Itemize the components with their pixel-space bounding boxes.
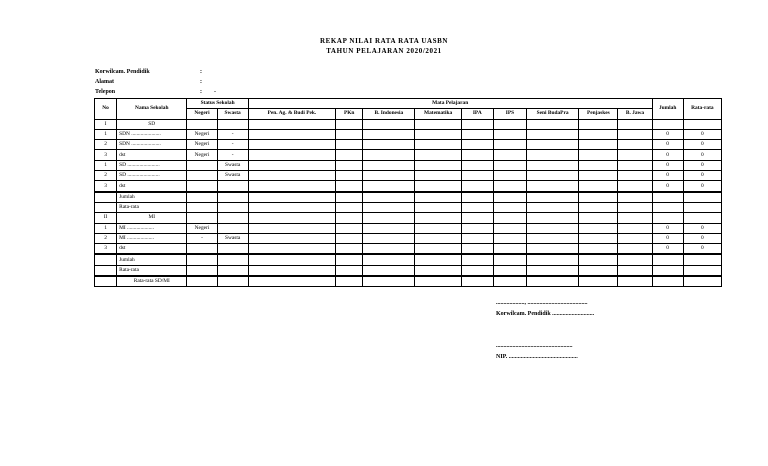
cell-nama: MI ....................: [117, 223, 187, 233]
header-subject: IPS: [493, 109, 526, 119]
cell-subject: [493, 171, 526, 181]
cell-subject: [579, 223, 618, 233]
cell-jumlah: 0: [652, 160, 683, 170]
cell-subject: [579, 129, 618, 139]
meta-label: Korwilcam. Pendidik: [95, 69, 150, 75]
cell-subject: [493, 244, 526, 255]
cell-rata-rata: [683, 202, 721, 212]
cell-subject: [579, 265, 618, 276]
cell-subject: [363, 171, 415, 181]
cell-swasta: [217, 265, 248, 276]
cell-negeri: Negeri: [187, 150, 217, 160]
cell-subject: [336, 265, 363, 276]
cell-negeri: [187, 265, 217, 276]
cell-subject: [363, 233, 415, 243]
cell-rata-rata: [683, 213, 721, 223]
cell-subject: [248, 265, 335, 276]
cell-rata-rata: [683, 119, 721, 129]
cell-negeri: [187, 171, 217, 181]
cell-negeri: [187, 254, 217, 265]
meta-sep: :: [200, 89, 202, 95]
header-swasta: Swasta: [217, 109, 248, 119]
cell-subject: [363, 254, 415, 265]
cell-subject: [363, 202, 415, 212]
cell-swasta: [217, 254, 248, 265]
signature-title: Korwilcam. Pendidik ............................: [496, 311, 595, 317]
meta-sep: :: [200, 79, 202, 85]
header-subject: B. Jawa: [618, 109, 652, 119]
document-title: REKAP NILAI RATA RATA UASBN: [319, 37, 449, 45]
cell-subject: [527, 276, 579, 287]
table-row: [95, 244, 722, 255]
cell-subject: [415, 276, 461, 287]
cell-subject: [461, 233, 493, 243]
cell-no: 3: [95, 244, 117, 255]
cell-jumlah: [652, 192, 683, 203]
cell-rata-rata: [683, 192, 721, 203]
cell-subject: [493, 181, 526, 192]
cell-rata-rata: 0: [683, 150, 721, 160]
cell-subject: [415, 202, 461, 212]
cell-jumlah: 0: [652, 171, 683, 181]
cell-subject: [336, 276, 363, 287]
cell-subject: [363, 265, 415, 276]
cell-subject: [527, 181, 579, 192]
cell-subject: [415, 129, 461, 139]
cell-jumlah: [652, 254, 683, 265]
cell-negeri: [187, 202, 217, 212]
cell-no: 2: [95, 171, 117, 181]
table-row: [95, 265, 722, 276]
cell-rata-rata: 0: [683, 223, 721, 233]
cell-subject: [248, 213, 335, 223]
cell-subject: [527, 171, 579, 181]
cell-subject: [527, 244, 579, 255]
cell-subject: [415, 181, 461, 192]
cell-jumlah: 0: [652, 140, 683, 150]
table-row: [95, 171, 722, 181]
cell-subject: [415, 213, 461, 223]
cell-subject: [527, 119, 579, 129]
cell-subject: [579, 140, 618, 150]
cell-subject: [493, 140, 526, 150]
cell-rata-rata: 0: [683, 181, 721, 192]
meta-alamat: [95, 79, 202, 85]
cell-swasta: [217, 223, 248, 233]
cell-jumlah: 0: [652, 181, 683, 192]
cell-jumlah: 0: [652, 223, 683, 233]
meta-sep: :: [200, 69, 202, 75]
cell-rata-rata: [683, 276, 721, 287]
cell-jumlah: [652, 202, 683, 212]
meta-value: -: [214, 89, 216, 95]
cell-subject: [336, 160, 363, 170]
cell-subject: [336, 254, 363, 265]
cell-subject: [461, 202, 493, 212]
cell-nama: dst: [117, 150, 187, 160]
signature-nip: NIP. ..............................................: [496, 354, 578, 360]
meta-korwilcam: [95, 69, 202, 75]
meta-telepon: [95, 89, 216, 95]
cell-subject: [527, 150, 579, 160]
cell-nama: Jumlah: [117, 192, 187, 203]
header-negeri: Negeri: [187, 109, 217, 119]
cell-swasta: [217, 244, 248, 255]
cell-subject: [415, 233, 461, 243]
cell-rata-rata: [683, 265, 721, 276]
cell-swasta: -: [217, 129, 248, 139]
table-row: [95, 213, 722, 223]
cell-subject: [336, 119, 363, 129]
cell-negeri: -: [187, 233, 217, 243]
cell-subject: [415, 119, 461, 129]
cell-subject: [336, 192, 363, 203]
meta-label: Alamat: [95, 79, 114, 85]
cell-subject: [415, 160, 461, 170]
header-subject: PKn: [336, 109, 363, 119]
table-row: [95, 223, 722, 233]
cell-swasta: -: [217, 140, 248, 150]
cell-rata-rata: 0: [683, 140, 721, 150]
cell-negeri: [187, 213, 217, 223]
cell-nama: Jumlah: [117, 254, 187, 265]
table-row: [95, 160, 722, 170]
cell-subject: [336, 223, 363, 233]
table-row: [95, 192, 722, 203]
cell-subject: [461, 181, 493, 192]
header-subject: Matematika: [415, 109, 461, 119]
cell-negeri: [187, 244, 217, 255]
cell-subject: [618, 276, 652, 287]
cell-subject: [493, 202, 526, 212]
cell-subject: [248, 202, 335, 212]
cell-subject: [493, 276, 526, 287]
cell-subject: [461, 265, 493, 276]
header-jumlah: Jumlah: [652, 99, 683, 120]
cell-subject: [527, 192, 579, 203]
cell-nama: SDN ......................: [117, 129, 187, 139]
cell-subject: [415, 150, 461, 160]
cell-subject: [618, 223, 652, 233]
cell-no: 2: [95, 140, 117, 150]
cell-jumlah: [652, 119, 683, 129]
cell-subject: [336, 171, 363, 181]
cell-jumlah: 0: [652, 150, 683, 160]
cell-subject: [248, 160, 335, 170]
cell-subject: [493, 223, 526, 233]
cell-subject: [618, 244, 652, 255]
cell-subject: [618, 129, 652, 139]
header-subject: IPA: [461, 109, 493, 119]
signature-place-date: ..................., ........................................: [496, 300, 588, 306]
table-row: [95, 254, 722, 265]
rekap-table: [94, 98, 722, 287]
cell-nama: dst: [117, 181, 187, 192]
cell-subject: [363, 119, 415, 129]
cell-negeri: Negeri: [187, 140, 217, 150]
cell-subject: [527, 223, 579, 233]
cell-subject: [579, 150, 618, 160]
cell-subject: [461, 192, 493, 203]
cell-subject: [248, 150, 335, 160]
cell-subject: [336, 150, 363, 160]
cell-subject: [363, 276, 415, 287]
cell-subject: [363, 192, 415, 203]
cell-subject: [363, 223, 415, 233]
cell-swasta: [217, 192, 248, 203]
cell-subject: [618, 171, 652, 181]
cell-swasta: [217, 119, 248, 129]
cell-subject: [493, 160, 526, 170]
cell-subject: [336, 140, 363, 150]
cell-subject: [461, 150, 493, 160]
cell-subject: [579, 213, 618, 223]
cell-nama: dst: [117, 244, 187, 255]
cell-no: [95, 276, 117, 287]
cell-subject: [248, 244, 335, 255]
cell-subject: [461, 140, 493, 150]
cell-swasta: [217, 181, 248, 192]
cell-subject: [618, 192, 652, 203]
cell-swasta: Swasta: [217, 160, 248, 170]
cell-subject: [579, 192, 618, 203]
cell-subject: [493, 254, 526, 265]
cell-no: 1: [95, 223, 117, 233]
cell-no: [95, 265, 117, 276]
cell-subject: [618, 181, 652, 192]
cell-nama: Rata-rata SD/MI: [117, 276, 187, 287]
cell-subject: [363, 150, 415, 160]
cell-subject: [579, 181, 618, 192]
cell-subject: [336, 202, 363, 212]
cell-subject: [579, 160, 618, 170]
cell-subject: [527, 265, 579, 276]
cell-subject: [618, 140, 652, 150]
cell-no: [95, 192, 117, 203]
cell-subject: [461, 223, 493, 233]
header-subject: B. Indonesia: [363, 109, 415, 119]
cell-subject: [461, 129, 493, 139]
cell-subject: [493, 213, 526, 223]
header-status-sekolah: Status Sekolah: [187, 99, 248, 109]
cell-jumlah: [652, 213, 683, 223]
cell-subject: [248, 254, 335, 265]
cell-subject: [415, 244, 461, 255]
table-row: [95, 140, 722, 150]
table-row: [95, 150, 722, 160]
cell-subject: [527, 202, 579, 212]
cell-subject: [461, 244, 493, 255]
header-no: No: [95, 99, 117, 120]
cell-negeri: Negeri: [187, 223, 217, 233]
cell-subject: [618, 233, 652, 243]
cell-nama: MI: [117, 213, 187, 223]
cell-subject: [336, 129, 363, 139]
cell-subject: [248, 171, 335, 181]
cell-subject: [363, 140, 415, 150]
cell-subject: [248, 119, 335, 129]
cell-swasta: [217, 276, 248, 287]
cell-rata-rata: 0: [683, 244, 721, 255]
cell-subject: [248, 192, 335, 203]
cell-nama: SDN ......................: [117, 140, 187, 150]
cell-nama: SD ........................: [117, 171, 187, 181]
cell-subject: [527, 129, 579, 139]
cell-nama: Rata-rata: [117, 265, 187, 276]
cell-subject: [336, 181, 363, 192]
cell-subject: [415, 140, 461, 150]
cell-subject: [579, 202, 618, 212]
signature-name-line: ...................................................: [496, 343, 573, 349]
cell-negeri: [187, 192, 217, 203]
cell-subject: [248, 129, 335, 139]
cell-rata-rata: 0: [683, 160, 721, 170]
header-subject: Pen. Ag. & Budi Pek.: [248, 109, 335, 119]
cell-jumlah: 0: [652, 129, 683, 139]
cell-negeri: [187, 160, 217, 170]
cell-nama: SD ........................: [117, 160, 187, 170]
cell-subject: [363, 181, 415, 192]
cell-negeri: [187, 276, 217, 287]
cell-subject: [618, 119, 652, 129]
cell-subject: [527, 233, 579, 243]
cell-no: 1: [95, 160, 117, 170]
cell-subject: [527, 254, 579, 265]
header-row-1: [95, 99, 722, 109]
cell-subject: [415, 171, 461, 181]
cell-swasta: Swasta: [217, 171, 248, 181]
cell-no: [95, 254, 117, 265]
cell-nama: MI ....................: [117, 233, 187, 243]
cell-rata-rata: 0: [683, 233, 721, 243]
table-row: [95, 276, 722, 287]
cell-subject: [461, 276, 493, 287]
cell-negeri: Negeri: [187, 129, 217, 139]
cell-negeri: [187, 119, 217, 129]
table-row: [95, 233, 722, 243]
table-row: [95, 129, 722, 139]
cell-subject: [248, 233, 335, 243]
header-row-2: [95, 109, 722, 119]
cell-negeri: [187, 181, 217, 192]
cell-subject: [461, 160, 493, 170]
cell-subject: [336, 213, 363, 223]
cell-subject: [618, 160, 652, 170]
cell-swasta: Swasta: [217, 233, 248, 243]
cell-subject: [248, 276, 335, 287]
cell-subject: [493, 265, 526, 276]
cell-subject: [579, 119, 618, 129]
cell-jumlah: [652, 276, 683, 287]
header-subject: Penjaskes: [579, 109, 618, 119]
cell-no: II: [95, 213, 117, 223]
cell-subject: [579, 233, 618, 243]
cell-no: 3: [95, 181, 117, 192]
cell-jumlah: [652, 265, 683, 276]
cell-subject: [415, 254, 461, 265]
cell-subject: [493, 192, 526, 203]
cell-jumlah: 0: [652, 233, 683, 243]
cell-subject: [415, 265, 461, 276]
cell-subject: [461, 171, 493, 181]
meta-label: Telepon: [95, 89, 116, 95]
cell-subject: [579, 276, 618, 287]
cell-subject: [248, 140, 335, 150]
cell-rata-rata: 0: [683, 171, 721, 181]
cell-subject: [363, 213, 415, 223]
cell-rata-rata: [683, 254, 721, 265]
cell-subject: [493, 129, 526, 139]
table-row: [95, 119, 722, 129]
cell-subject: [493, 233, 526, 243]
cell-rata-rata: 0: [683, 129, 721, 139]
cell-jumlah: 0: [652, 244, 683, 255]
cell-subject: [579, 254, 618, 265]
cell-subject: [618, 265, 652, 276]
cell-no: 3: [95, 150, 117, 160]
cell-no: [95, 202, 117, 212]
cell-no: 1: [95, 129, 117, 139]
cell-subject: [618, 254, 652, 265]
cell-subject: [461, 119, 493, 129]
header-nama-sekolah: Nama Sekolah: [117, 99, 187, 120]
cell-no: 2: [95, 233, 117, 243]
header-rata-rata: Rata-rata: [683, 99, 721, 120]
cell-subject: [618, 150, 652, 160]
cell-subject: [493, 150, 526, 160]
cell-subject: [336, 233, 363, 243]
table-row: [95, 202, 722, 212]
cell-subject: [248, 223, 335, 233]
cell-swasta: [217, 213, 248, 223]
cell-subject: [363, 244, 415, 255]
cell-swasta: -: [217, 150, 248, 160]
cell-subject: [363, 129, 415, 139]
cell-subject: [618, 202, 652, 212]
cell-subject: [579, 171, 618, 181]
table-body: [95, 119, 722, 287]
cell-subject: [579, 244, 618, 255]
cell-subject: [461, 213, 493, 223]
header-mata-pelajaran: Mata Pelajaran: [248, 99, 652, 109]
cell-swasta: [217, 202, 248, 212]
table-row: [95, 181, 722, 192]
cell-no: I: [95, 119, 117, 129]
cell-nama: Rata-rata: [117, 202, 187, 212]
cell-subject: [248, 181, 335, 192]
cell-subject: [527, 160, 579, 170]
cell-subject: [415, 223, 461, 233]
cell-subject: [336, 244, 363, 255]
document-subtitle: TAHUN PELAJARAN 2020/2021: [326, 47, 442, 55]
cell-subject: [527, 213, 579, 223]
cell-subject: [493, 119, 526, 129]
cell-subject: [527, 140, 579, 150]
cell-subject: [618, 213, 652, 223]
cell-nama: SD: [117, 119, 187, 129]
cell-subject: [363, 160, 415, 170]
cell-subject: [461, 254, 493, 265]
header-subject: Seni BudaPra: [527, 109, 579, 119]
cell-subject: [415, 192, 461, 203]
